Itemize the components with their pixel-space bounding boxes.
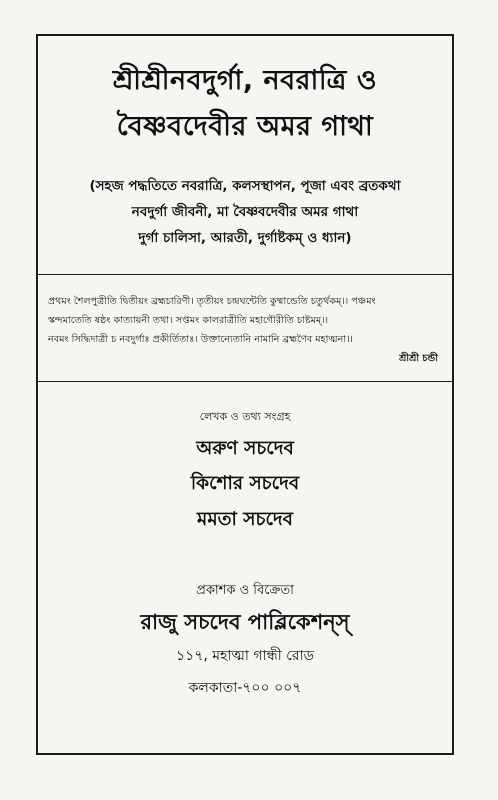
author-name-1: অরুণ সচদেব — [196, 438, 294, 459]
publisher-address-line-2: কলকাতা-৭০০ ০০৭ — [188, 680, 302, 696]
publisher-name: রাজু সচদেব পাব্লিকেশন্স্ — [140, 610, 350, 634]
verse-source: শ্রীশ্রী চন্ডী — [399, 353, 438, 364]
verse-line-1: প্রথমং শৈলপুত্রীতি দ্বিতীয়ং ব্রহ্মচারিণী। তৃতীয়ং চন্দ্রঘন্টেতি কুষ্মান্ডেতি চতুর্থকম্।। পঞ্চমং — [48, 296, 376, 307]
verse-line-3: নবমং সিদ্ধিদাত্রী চ নবদুর্গাঃ প্রকীর্তিতাঃ। উক্তান্যেতানি নামানি ব্রহ্মণৈব মহাত্মনা।। — [48, 334, 353, 345]
authors-label: লেখক ও তথ্য সংগ্রহ — [199, 410, 291, 423]
verse-line-2: স্কন্দমাতেতি ষষ্ঠং কাত্যায়নী তথা। সপ্তমং কালরাত্রীতি মহাগৌরীতি চাষ্টমম্।। — [48, 315, 329, 326]
subtitle-line-1: (সহজ পদ্ধতিতে নবরাত্রি, কলসস্থাপন, পূজা এবং ব্রতকথা — [89, 178, 401, 194]
book-title-line-1: শ্রীশ্রীনবদুর্গা, নবরাত্রি ও — [112, 65, 378, 96]
subtitle-line-2: নবদুর্গা জীবনী, মা বৈষ্ণবদেবীর অমর গাথা — [131, 204, 359, 220]
subtitle-line-3: দুর্গা চালিসা, আরতী, দুর্গাষ্টকম্ ও ধ্যান) — [138, 230, 352, 246]
divider-bottom — [38, 381, 452, 382]
publisher-address-line-1: ১১৭, মহাত্মা গান্ধী রোড — [176, 648, 314, 664]
publisher-label: প্রকাশক ও বিক্রেতা — [196, 583, 294, 598]
author-name-3: মমতা সচদেব — [197, 509, 293, 530]
book-title-line-2: বৈষ্ণবদেবীর অমর গাথা — [116, 111, 374, 142]
title-page-frame — [36, 34, 454, 755]
divider-top — [38, 274, 452, 275]
author-name-2: কিশোর সচদেব — [190, 473, 300, 494]
